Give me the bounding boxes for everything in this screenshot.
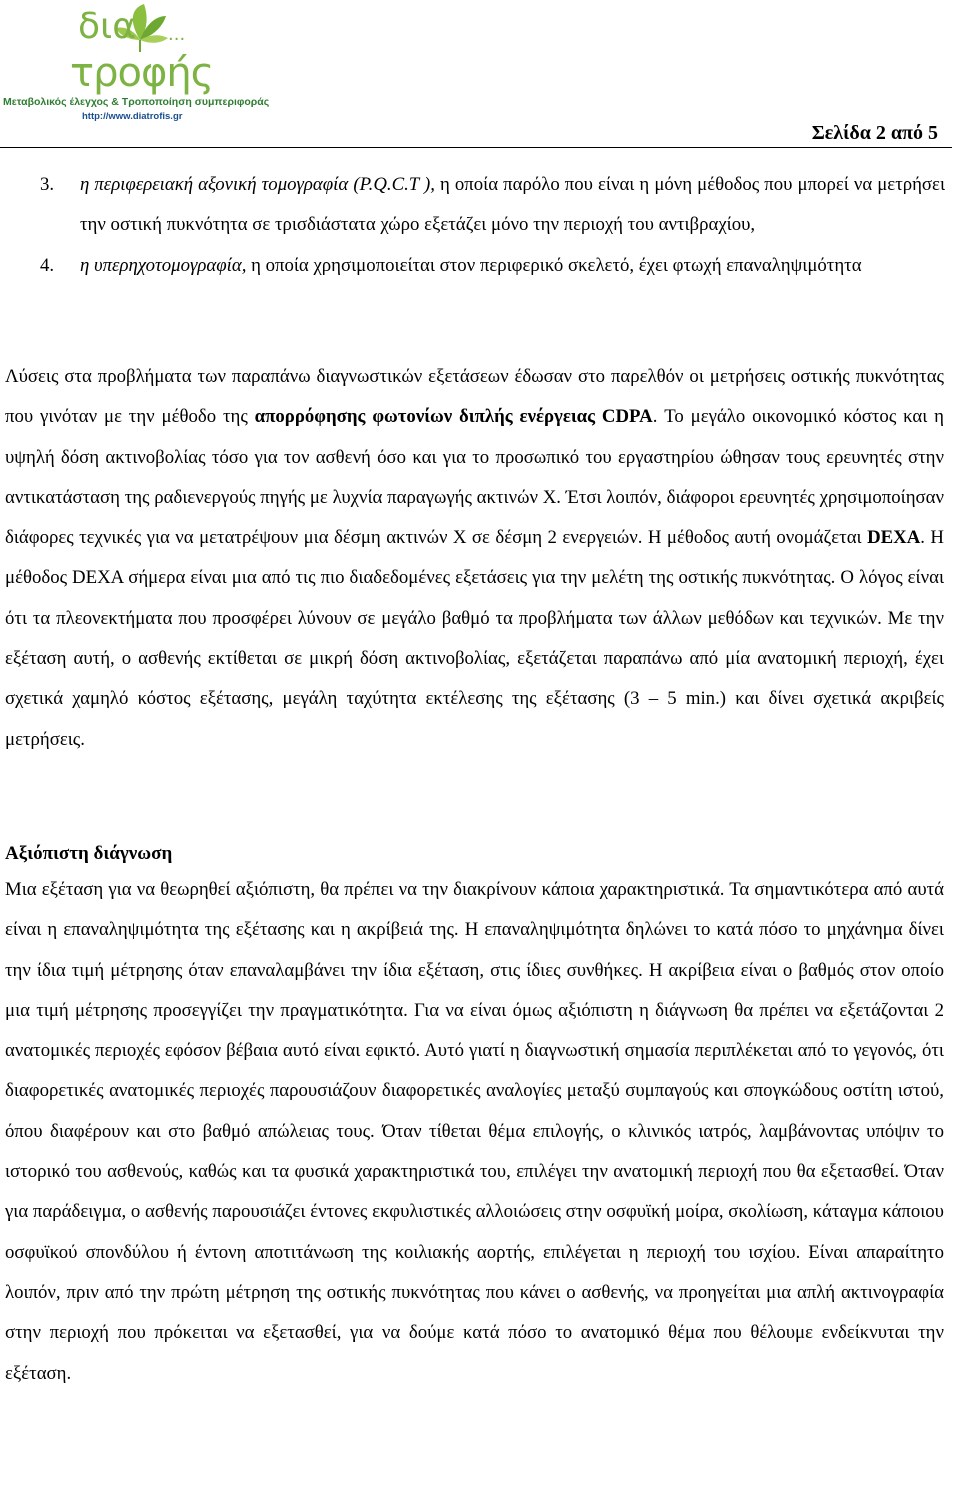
list-item-text: η οποία χρησιμοποιείται στον περιφερικό σκελετό, έχει φτωχή επαναληψιμότητα — [246, 254, 862, 276]
logo-url: http://www.diatrofis.gr — [82, 111, 183, 122]
logo-tagline: Μεταβολικός έλεγχος & Τροποποίηση συμπεριφοράς — [3, 96, 270, 108]
paragraph-lead: Λύσεις στα προβλήματα των παραπάνω διαγνωστικών εξετάσεων έδωσαν στο παρελθόν οι μετρήσεις οστικής πυκνότητας που γινόταν με την μέθοδο της — [5, 366, 944, 428]
svg-text:...: ... — [168, 24, 186, 45]
section-heading: Αξιόπιστη διάγνωση — [5, 843, 173, 864]
paragraph-bold-dexa: DEXA — [867, 527, 921, 549]
logo-title-text — [0, 0, 1, 1]
logo-wordmark-graphic — [70, 0, 260, 98]
paragraph-tail: . Η μέθοδος DEXA σήμερα είναι μια από τις πιο διαδεδομένες εξετάσεις για την μελέτη της οστικής πυκνότητας. Ο λόγος είναι ότι τα πλεονεκτήματα που προσφέρει λύνουν σε μεγάλο βαθμό τα προβλήματα των άλλων μεθόδων και τεχνικών. Με την εξέταση αυτή, ο ασθενής εκτίθεται σε μικρή δόση ακτινοβολίας, εξετάζεται παραπάνω από μία ανατομική περιοχή, έχει σχετικά χαμηλό κόστος εξέτασης, μεγάλη ταχύτητα εκτέλεσης της εξέτασης (3 – 5 min.) και δίνει σχετικά ακριβείς μετρήσεις. — [5, 527, 944, 750]
list-item-number: 4. — [40, 254, 55, 276]
header-divider — [0, 147, 952, 148]
list-item-term: η υπερηχοτομογραφία, — [80, 254, 247, 276]
paragraph-bold-cdpa: απορρόφησης φωτονίων διπλής ενέργειας CDPA — [254, 406, 653, 428]
paragraph-middle: . Το μεγάλο οικονομικό κόστος και η υψηλή δόση ακτινοβολίας τόσο για τον ασθενή όσο και για το προσωπικό του εργαστηρίου ώθησαν τους ερευνητές στην αντικατάσταση της ραδιενεργούς πηγής με λυχνία παραγωγής ακτινών X. Έτσι λοιπόν, διάφοροι ερευνητές χρησιμοποίησαν διάφορες τεχνικές για να μετατρέψουν μια δέσμη ακτινών X σε δέσμη 2 ενεργειών. Η μέθοδος αυτή ονομάζεται — [5, 406, 944, 549]
list-item-text: η οποία παρόλο που είναι η μόνη μέθοδος που μπορεί να μετρήσει την οστική πυκνότητα σε τρισδιάστατα χώρο εξετάζει μόνο την περιοχή του αντιβραχίου, — [80, 174, 945, 236]
list-item — [40, 165, 945, 246]
list-item — [40, 246, 945, 286]
diatrofis-logo — [0, 0, 270, 130]
page-number: Σελίδα 2 από 5 — [811, 122, 938, 144]
list-item-term: η περιφερειακή αξονική τομογραφία (P.Q.C.T ), — [80, 174, 435, 195]
method-list — [40, 165, 945, 286]
svg-text:τροφής: τροφής — [70, 50, 214, 96]
paragraph-dexa — [5, 357, 944, 760]
paragraph-reliable-diagnosis: Μια εξέταση για να θεωρηθεί αξιόπιστη, θα πρέπει να την διακρίνουν κάποια χαρακτηριστικά. Τα σημαντικότερα από αυτά είναι η επαναληψιμότητα της εξέτασης και η ακρίβειά της. Η επαναληψιμότητα δηλώνει το κατά πόσο το μηχάνημα δίνει την ίδια τιμή μέτρησης όταν επαναλαμβάνει την ίδια εξέταση, στις ίδιες συνθήκες. Η ακρίβεια είναι ο βαθμός στον οποίο μια τιμή μέτρησης προσεγγίζει την πραγματικότητα. Για να είναι όμως αξιόπιστη η διάγνωση θα πρέπει να εξετάζονται 2 ανατομικές περιοχές εφόσον βέβαια αυτό είναι εφικτό. Αυτό γιατί η διαγνωστική σημασία περιπλέκεται από το γεγονός, ότι διαφορετικές ανατομικές περιοχές παρουσιάζουν διαφορετικές αναλογίες μεταξύ συμπαγούς και σπογκώδους οστίτη ιστού, όπου διαφέρουν και στο βαθμό απώλειας τους. Όταν τίθεται θέμα επιλογής, ο κλινικός ιατρός, λαμβάνοντας υπόψιν το ιστορικό του ασθενούς, καθώς και τα φυσικά χαρακτηριστικά του, επιλέγει την ανατομική περιοχή που θα εξετασθεί. Όταν για παράδειγμα, ο ασθενής παρουσιάζει έντονες εκφυλιστικές αλλοιώσεις στην οσφυϊκή μοίρα, σκολίωση, κάταγμα κάποιου οσφυϊκού σπονδύλου ή έντονη αποτιτάνωση της κοιλιακής αορτής, επιλέγεται η περιοχή του ισχίου. Είναι απαραίτητο λοιπόν, πριν από την πρώτη μέτρηση της οστικής πυκνότητας που κάνει ο ασθενής, να προηγείται μια απλή ακτινογραφία στην περιοχή που πρόκειται να εξετασθεί, για να δούμε κατά πόσο το ανατομικό θέμα που θέλουμε ενδείκνυται την εξέταση. — [5, 879, 944, 1384]
svg-text:δια: δια — [78, 6, 136, 47]
list-item-number: 3. — [40, 174, 55, 195]
